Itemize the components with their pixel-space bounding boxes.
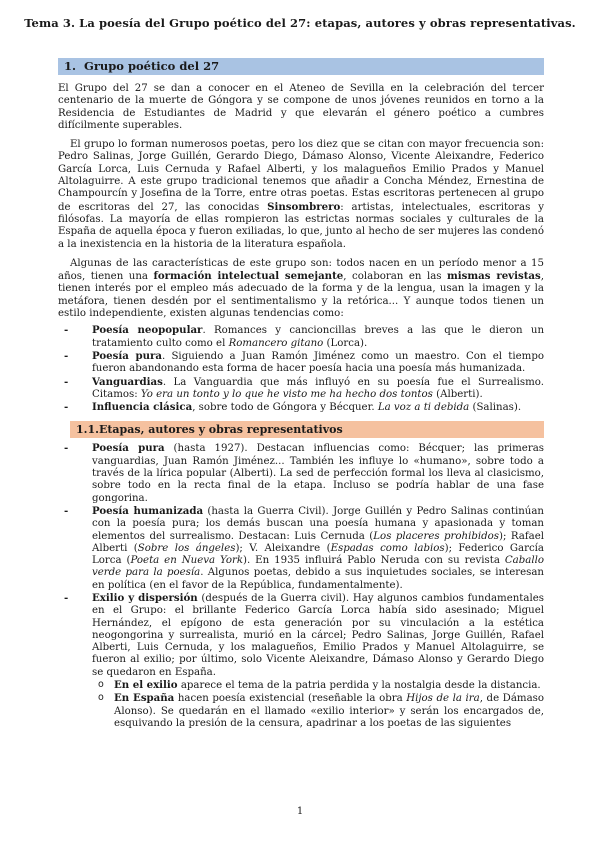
paragraph-characteristics: Algunas de las características de este grupo son: todos nacen en un período menor a 15 años, tienen una formación intelectual semejante, colaboran en las mismas revistas, tienen interés por el empleo más adecuado de la forma y de la lengua, usan la imagen y la metáfora, tienen desdén por el sentimentalismo y la retórica... Y aunque todos tienen un estilo independiente, existen algunas tendencias como: (58, 257, 544, 320)
exile-sublist (92, 679, 544, 730)
list-item: - Poesía humanizada (hasta la Guerra Civil). Jorge Guillén y Pedro Salinas continúan con la poesía pura; los demás buscan una poesía humana y apasionada y toman elementos del surrealismo. Destacan: Luis Cernuda (Los placeres prohibidos); Rafael Alberti (Sobre los ángeles); V. Aleixandre (Espadas como labios); Federico García Lorca (Poeta en Nueva York). En 1935 influirá Pablo Neruda con su revista Caballo verde para la poesía. Algunos poetas, debido a sus inquietudes sociales, se interesan en política (en el favor de la República, fundamentalmente). (58, 505, 544, 592)
subsection-heading-etapas: 1.1.Etapas, autores y obras representativos (70, 421, 544, 438)
list-item: - Poesía neopopular. Romances y cancioncillas breves a las que le dieron un tratamiento culto como el Romancero gitano (Lorca). (58, 324, 544, 350)
page-number: 1 (296, 806, 304, 817)
section-heading-grupo-27 (58, 58, 544, 75)
paragraph-intro: El Grupo del 27 se dan a conocer en el Ateneo de Sevilla en la celebración del tercer centenario de la muerte de Góngora y se compone de unos jóvenes reunidos en torno a la Residencia de Estudiantes de Madrid y que elevarán el género poético a cumbres difícilmente superables. (58, 83, 544, 131)
section-title: Grupo poético del 27 (84, 59, 220, 73)
list-item: - Vanguardias. La Vanguardia que más influyó en su poesía fue el Surrealismo. Citamos: Yo era un tonto y lo que he visto me ha hecho dos tontos (Alberti). (58, 376, 544, 402)
section-number: 1. (64, 59, 77, 73)
document-title: Tema 3. La poesía del Grupo poético del 27: etapas, autores y obras representativas. (24, 16, 576, 30)
list-item: - Influencia clásica, sobre todo de Góngora y Bécquer. La voz a ti debida (Salinas). (58, 401, 544, 414)
list-item: o En el exilio aparece el tema de la patria perdida y la nostalgia desde la distancia. (92, 679, 544, 692)
list-item: - Exilio y dispersión (después de la Guerra civil). Hay algunos cambios fundamentales en el Grupo: el brillante Federico García Lorca había sido asesinado; Miguel Hernández, el epígono de esta generación por su vinculación a la estética neogongorina y surrealista, murió en la cárcel; Pedro Salinas, Jorge Guillén, Rafael Alberti, Luis Cernuda, y los malagueños, Emilio Prados y Manuel Altolaguirre, se fueron al exilio; por último, solo Vicente Aleixandre, Dámaso Alonso y Gerardo Diego se quedaron en España. o En el exilio aparece el tema de la patria perdida y la nostalgia desde la distancia. o En España hacen poesía existencial (reseñable la obra Hijos de la ira, de Dámaso Alonso). Se quedarán en el llamado «exilio interior» y serán los encargados de, esquivando la presión de la censura, apadrinar a los poetas de las siguientes (58, 592, 544, 730)
stages-list (58, 442, 544, 730)
sinsombrero-term: Sinsombrero (267, 200, 341, 213)
list-item: o En España hacen poesía existencial (reseñable la obra Hijos de la ira, de Dámaso Alonso). Se quedarán en el llamado «exilio interior» y serán los encargados de, esquivando la presión de la censura, apadrinar a los poetas de las siguientes (92, 692, 544, 730)
list-item: - Poesía pura (hasta 1927). Destacan influencias como: Bécquer; las primeras vanguardias, Juan Ramón Jiménez... También les influye lo «humano», sobre todo a través de la lírica popular (Alberti). La sed de perfección formal los lleva al clasicismo, sobre todo en la recta final de la etapa. Incluso se podría hablar de una fase gongorina. (58, 442, 544, 504)
paragraph-members: El grupo lo forman numerosos poetas, pero los diez que se citan con mayor frecuencia son: Pedro Salinas, Jorge Guillén, Gerardo Diego, Dámaso Alonso, Vicente Aleixandre, Federico García Lorca, Luis Cernuda y Rafael Alberti, y los malagueños Emilio Prados y Manuel Altolaguirre. A este grupo tradicional tenemos que añadir a Concha Méndez, Ernestina de Champourcín y Josefina de la Torre, entre otras poetas. Estas escritoras pertenecen al grupo de escritoras del 27, las conocidas Sinsombrero: artistas, intelectuales, escritoras y filósofas. La mayoría de ellas rompieron las estrictas normas sociales y culturales de la España de aquella época y fueron exiliadas, lo que, junto al hecho de ser mujeres las condenó a la inexistencia en la historia de la literatura española. (58, 139, 544, 250)
document-body (58, 58, 544, 730)
list-item: - Poesía pura. Siguiendo a Juan Ramón Jiménez como un maestro. Con el tiempo fueron abandonando esta forma de hacer poesía hacia una poesía más humanizada. (58, 350, 544, 376)
tendencies-list (58, 324, 544, 414)
